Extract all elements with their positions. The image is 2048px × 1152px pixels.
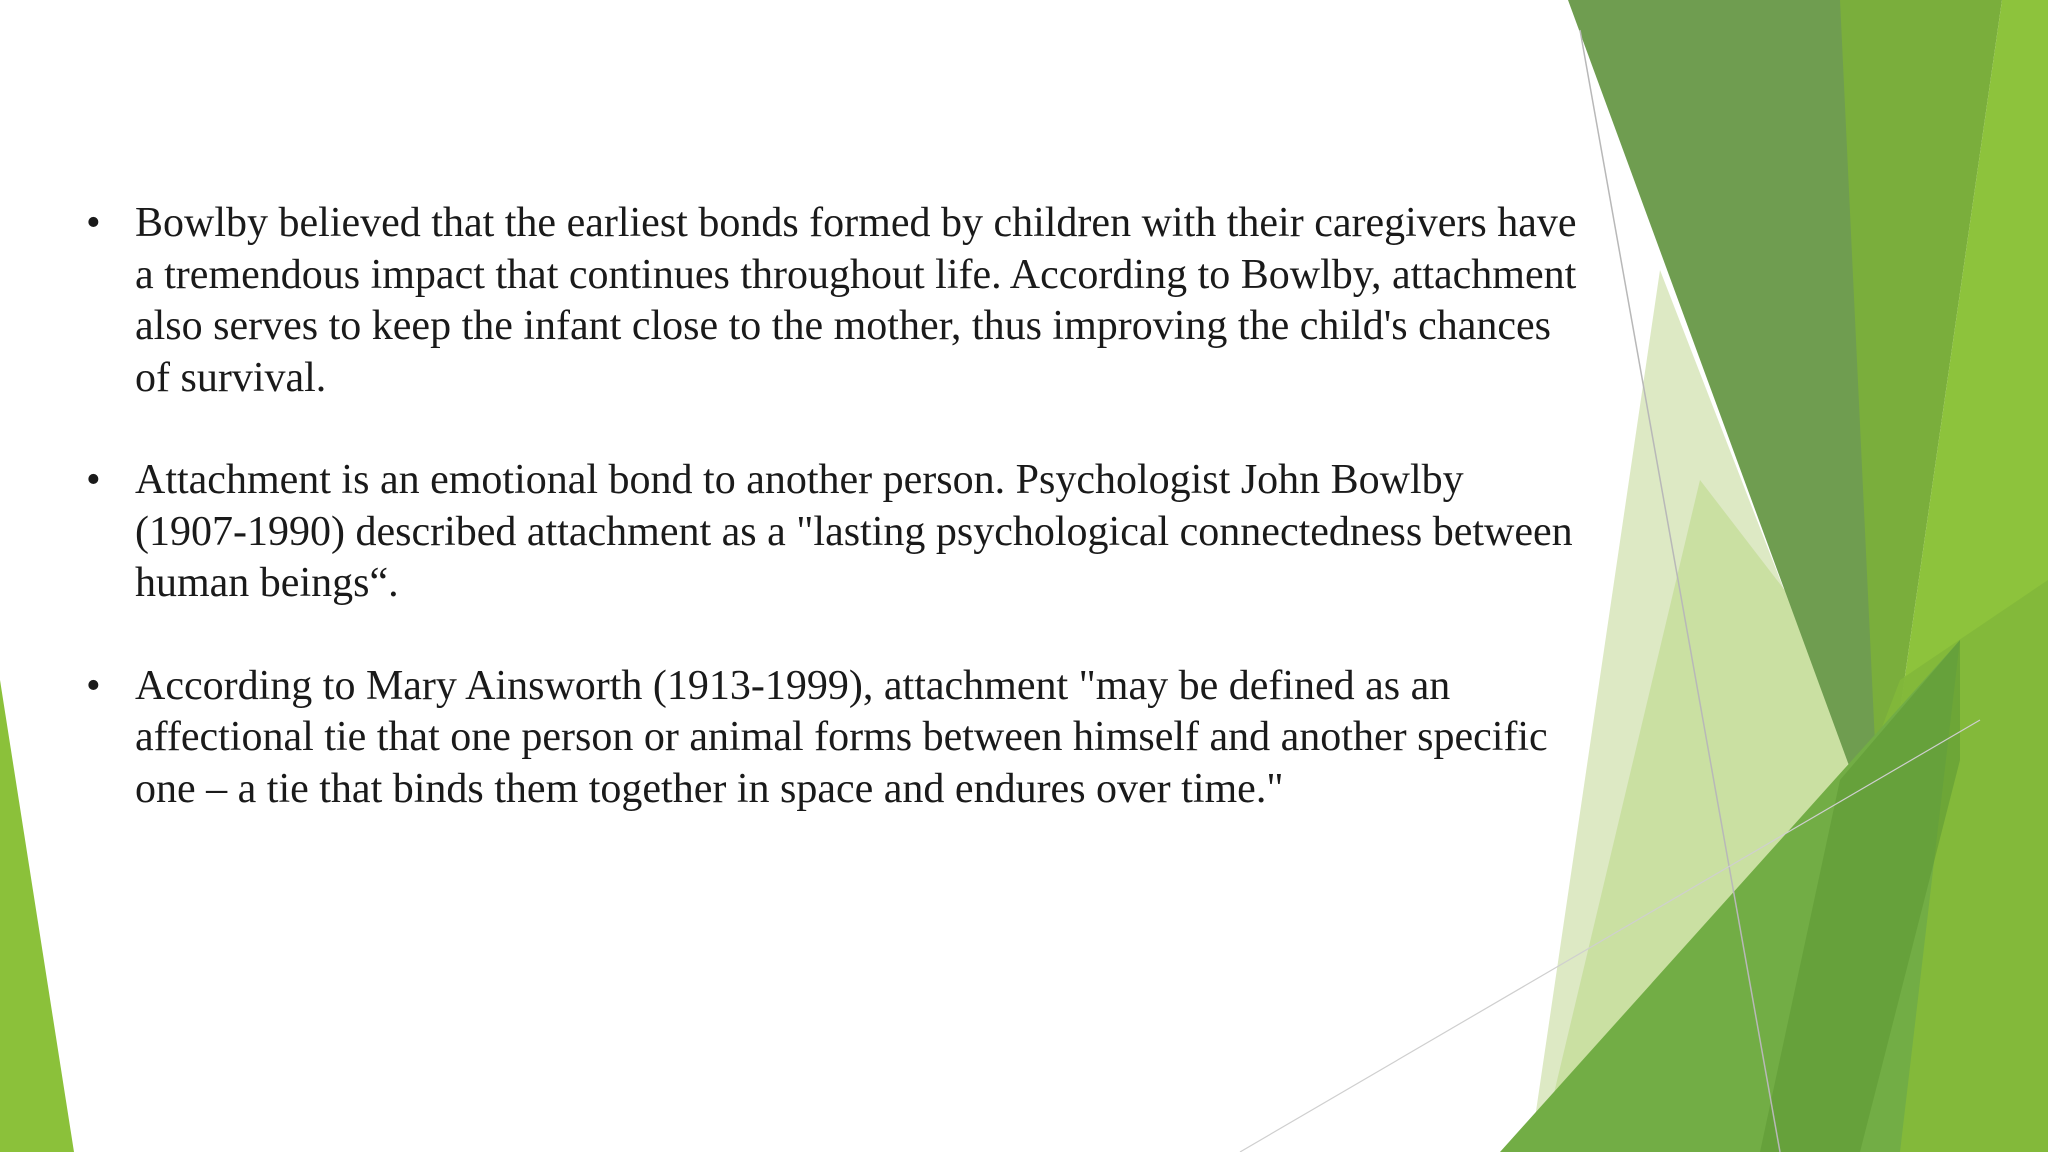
bullet-marker: • <box>86 200 101 246</box>
left-green-sliver <box>0 680 74 1152</box>
bullet-text: According to Mary Ainsworth (1913-1999), attachment "may be defined as an affectional tie that one person or animal forms between himself and another specific one – a tie that binds them together in space and endures over time." <box>135 662 1548 812</box>
bullet-list <box>80 198 1580 866</box>
bullet-item <box>80 198 1580 404</box>
bullet-text: Bowlby believed that the earliest bonds formed by children with their caregivers have a tremendous impact that continues throughout life. According to Bowlby, attachment also serves to keep the infant close to the mother, thus improving the child's chances of survival. <box>135 200 1577 401</box>
bullet-text: Attachment is an emotional bond to another person. Psychologist John Bowlby (1907-1990) described attachment as a "lasting psychological connectedness between human beings“. <box>135 457 1573 606</box>
bullet-marker: • <box>86 457 101 503</box>
bullet-item <box>80 661 1580 816</box>
bullet-marker: • <box>86 662 101 709</box>
bullet-item <box>80 455 1580 610</box>
